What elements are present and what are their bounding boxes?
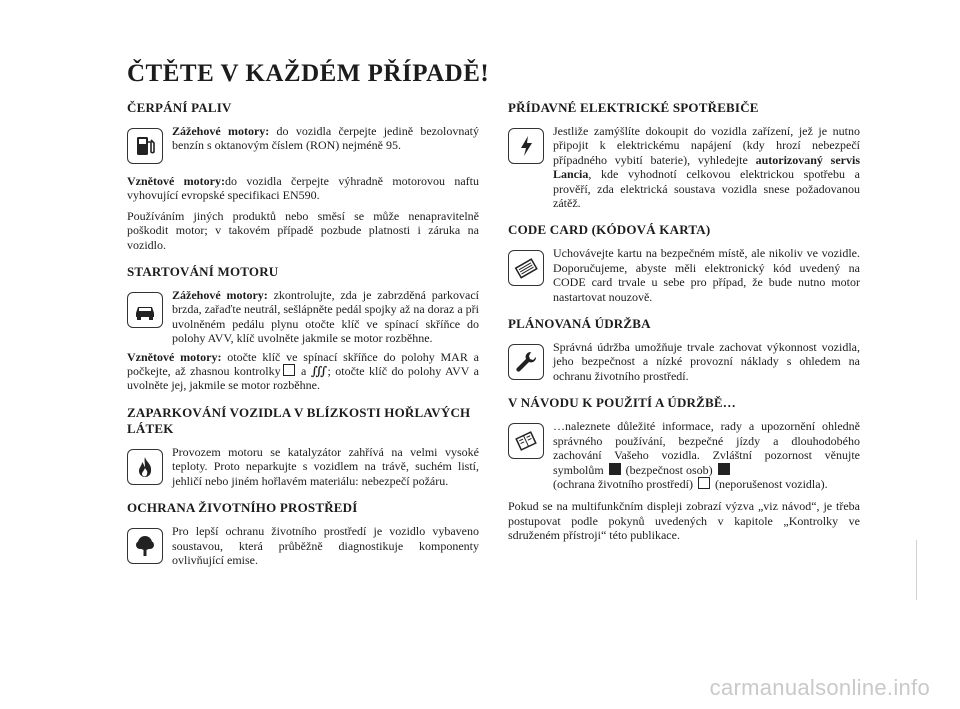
section-parking <box>127 405 479 488</box>
section-heading: PŘÍDAVNÉ ELEKTRICKÉ SPOTŘEBIČE <box>508 100 759 115</box>
code-card-text: Uchovávejte kartu na bezpečném místě, ale nikoliv ve vozidle. Doporučujeme, abyste měli elektronický kód uvedený na CODE card trvale u sebe pro případ, že bude nutno motor nastartovat nouzově. <box>553 246 860 304</box>
fuel-diesel-text: Vznětové motory:do vozidla čerpejte výhradně motorovou naftu vyhovující evropské specifikaci EN590. <box>127 174 479 203</box>
watermark: carmanualsonline.info <box>709 675 930 700</box>
fuel-warning-text: Používáním jiných produktů nebo směsí se může nenapravitelně poškodit motor; v takovém případě pozbude platnosti i záruka na vozidlo. <box>127 208 479 252</box>
page-title: ČTĚTE V KAŽDÉM PŘÍPADĚ! <box>127 60 490 87</box>
section-heading: V NÁVODU K POUŽITÍ A ÚDRŽBĚ… <box>508 395 736 411</box>
manual-text: …naleznete důležité informace, rady a upozornění ohledně správného používání, bezpečné jízdy a dlouhodobého zachování Vašeho vozidla. Zvláštní pozornost věnujte symbolům (bezpečnost osob) (ochrana životního prostředí) (neporušenost vozidla). <box>553 419 860 491</box>
tree-icon <box>127 528 163 564</box>
section-manual <box>508 395 860 542</box>
section-environment <box>127 500 479 567</box>
wrench-icon <box>508 344 544 380</box>
section-code-card <box>508 222 860 304</box>
right-column <box>508 100 860 555</box>
section-heading: CODE CARD (KÓDOVÁ KARTA) <box>508 222 711 238</box>
warning-light-icon <box>283 364 295 376</box>
vehicle-integrity-icon <box>718 463 730 475</box>
section-heading: OCHRANA ŽIVOTNÍHO PROSTŘEDÍ <box>127 500 358 516</box>
section-maintenance <box>508 316 860 383</box>
section-heading: PLÁNOVANÁ ÚDRŽBA <box>508 316 651 332</box>
environment-text: Pro lepší ochranu životního prostředí je vozidlo vybaveno soustavou, která průběžně diagnostikuje komponenty ovlivňující emise. <box>172 524 479 567</box>
start-petrol-text: Zážehové motory: zkontrolujte, zda je zabrzděná parkovací brzda, zařaďte neutrál, sešlápněte pedál spojky až na doraz a při uvolněném pedálu plynu otočte klíč ve spínací skříňce do polohy AVV, klíč uvolněte jakmile se motor rozběhne. <box>172 288 479 346</box>
parking-text: Provozem motoru se katalyzátor zahřívá na velmi vysoké teploty. Proto neparkujte s vozidlem na trávě, suchém listí, jehličí nebo jiném hořlavém materiálu: nebezpečí požáru. <box>172 444 479 488</box>
section-heading: ZAPARKOVÁNÍ VOZIDLA V BLÍZKOSTI HOŘLAVÝCH LÁTEK <box>127 404 471 436</box>
glow-plug-icon: ∭ <box>310 364 328 379</box>
car-icon <box>127 292 163 328</box>
card-icon <box>508 250 544 286</box>
section-electrical <box>508 100 860 210</box>
left-column <box>127 100 479 579</box>
fuel-petrol-text: Zážehové motory: do vozidla čerpejte jedině bezolovnatý benzín s oktanovým číslem (RON) nejméně 95. <box>172 124 479 153</box>
maintenance-text: Správná údržba umožňuje trvale zachovat výkonnost vozidla, jeho bezpečnost a nízké provozní náklady s ohledem na ochranu životního prostředí. <box>553 340 860 383</box>
display-note-text: Pokud se na multifunkčním displeji zobrazí výzva „viz návod“, je třeba postupovat podle pokynů uvedených v kapitole „Kontrolky ve sdruženém přístroji“ této publikace. <box>508 499 860 543</box>
section-heading: ČERPÁNÍ PALIV <box>127 100 232 115</box>
section-fuel <box>127 100 479 252</box>
environment-symbol-icon <box>698 477 710 489</box>
lightning-icon <box>508 128 544 164</box>
start-diesel-text: Vznětové motory: otočte klíč ve spínací skříňce do polohy MAR a počkejte, až zhasnou kontrolky a ∭; otočte klíč do polohy AVV a uvolněte jej, jakmile se motor rozběhne. <box>127 349 479 393</box>
fuel-pump-icon <box>127 128 163 164</box>
section-start <box>127 264 479 393</box>
book-icon <box>508 423 544 459</box>
electrical-text: Jestliže zamýšlíte dokoupit do vozidla zařízení, jež je nutno připojit k elektrickému napájení (kdy hrozí nebezpečí případného vybití baterie), vyhledejte autorizovaný servis Lancia, kde vyhodnotí celkovou elektrickou spotřebu a prověří, zda elektrická soustava vozidla snese požadovanou zátěž. <box>553 124 860 211</box>
flame-icon <box>127 449 163 485</box>
page-edge-line <box>916 540 917 600</box>
personal-safety-icon <box>609 463 621 475</box>
section-heading: STARTOVÁNÍ MOTORU <box>127 264 279 280</box>
